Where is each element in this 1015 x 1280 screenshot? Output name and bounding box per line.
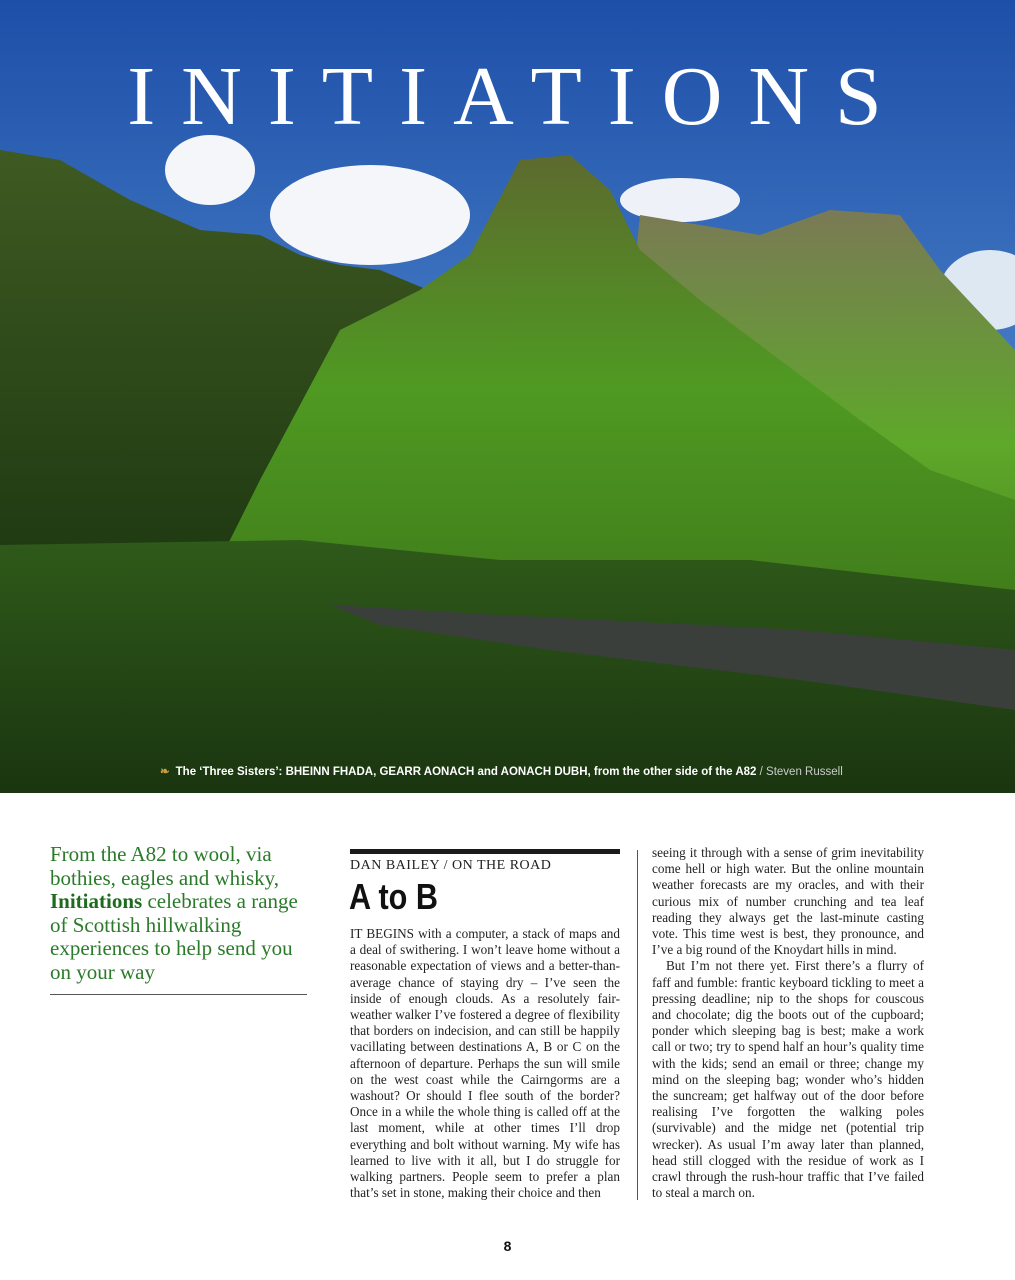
photo-credit: / Steven Russell <box>756 766 843 778</box>
section-title: INITIATIONS <box>127 50 908 143</box>
article-headline: A to B <box>349 876 438 917</box>
byline: DAN BAILEY / ON THE ROAD <box>350 858 552 873</box>
paragraph: seeing it through with a sense of grim inevitability come hell or high water. But the online mountain weather forecasts are my oracles, and with their curious mix of number crunching and tea leaf reading they always get the last-minute casting vote. This time west is best, they pronounce, and I’ve a big round of the Knoydart hills in mind. <box>652 845 924 958</box>
divider <box>50 994 307 995</box>
paragraph: IT BEGINS with a computer, a stack of maps and a deal of swithering. I won’t leave home without a reasonable expectation of views and a better-than-average chance of staying dry – I’ve seen the inside of enough clouds. As a resolutely fair-weather walker I’ve fostered a degree of flexibility that borders on indecision, and can still be happily vacillating between destinations A, B or C on the afternoon of departure. Perhaps the sun will smile on the west coast while the Cairngorms are a washout? Or should I flee south of the border? Once in a while the whole thing is called off at the last moment, while at other times I’ll drop everything and bolt without warning. My wife has learned to live with it all, but I do struggle for walking partners. People seem to prefer a plan that’s set in stone, making their choice and then <box>350 926 620 1201</box>
article-column-1 <box>350 926 620 1201</box>
intro-text-end: celebrates a range of Scottish hillwalking experiences to help send you on your way <box>50 889 298 984</box>
section-intro <box>50 843 312 984</box>
intro-bold: Initiations <box>50 889 143 913</box>
article-top-rule <box>350 849 620 854</box>
photo-caption <box>160 764 843 778</box>
article-column-2 <box>652 845 924 1201</box>
intro-text: From the A82 to wool, via bothies, eagles and whisky, <box>50 842 280 890</box>
leaf-icon: ❧ <box>160 766 170 778</box>
paragraph: But I’m not there yet. First there’s a flurry of faff and fumble: frantic keyboard tickling to meet a pressing deadline; nip to the shops for couscous and chocolate; dig the boots out of the cupboard; ponder which sleeping bag is best; make a work call or two; try to spend half an hour’s quality time with the kids; send an email or three; change my mind on the sleeping bag; wonder who’s hidden the suncream; get halfway out of the door before realising I’ve forgotten the walking poles (survivable) and the midge net (potential trip wrecker). As usual I’m away later than planned, head still clogged with the residue of work as I crawl through the rush-hour traffic that I’ve failed to steal a march on. <box>652 958 924 1201</box>
page-number: 8 <box>503 1238 512 1254</box>
column-divider <box>637 850 638 1200</box>
caption-text: The ‘Three Sisters’: BHEINN FHADA, GEARR AONACH and AONACH DUBH, from the other side of the A82 <box>175 766 757 778</box>
